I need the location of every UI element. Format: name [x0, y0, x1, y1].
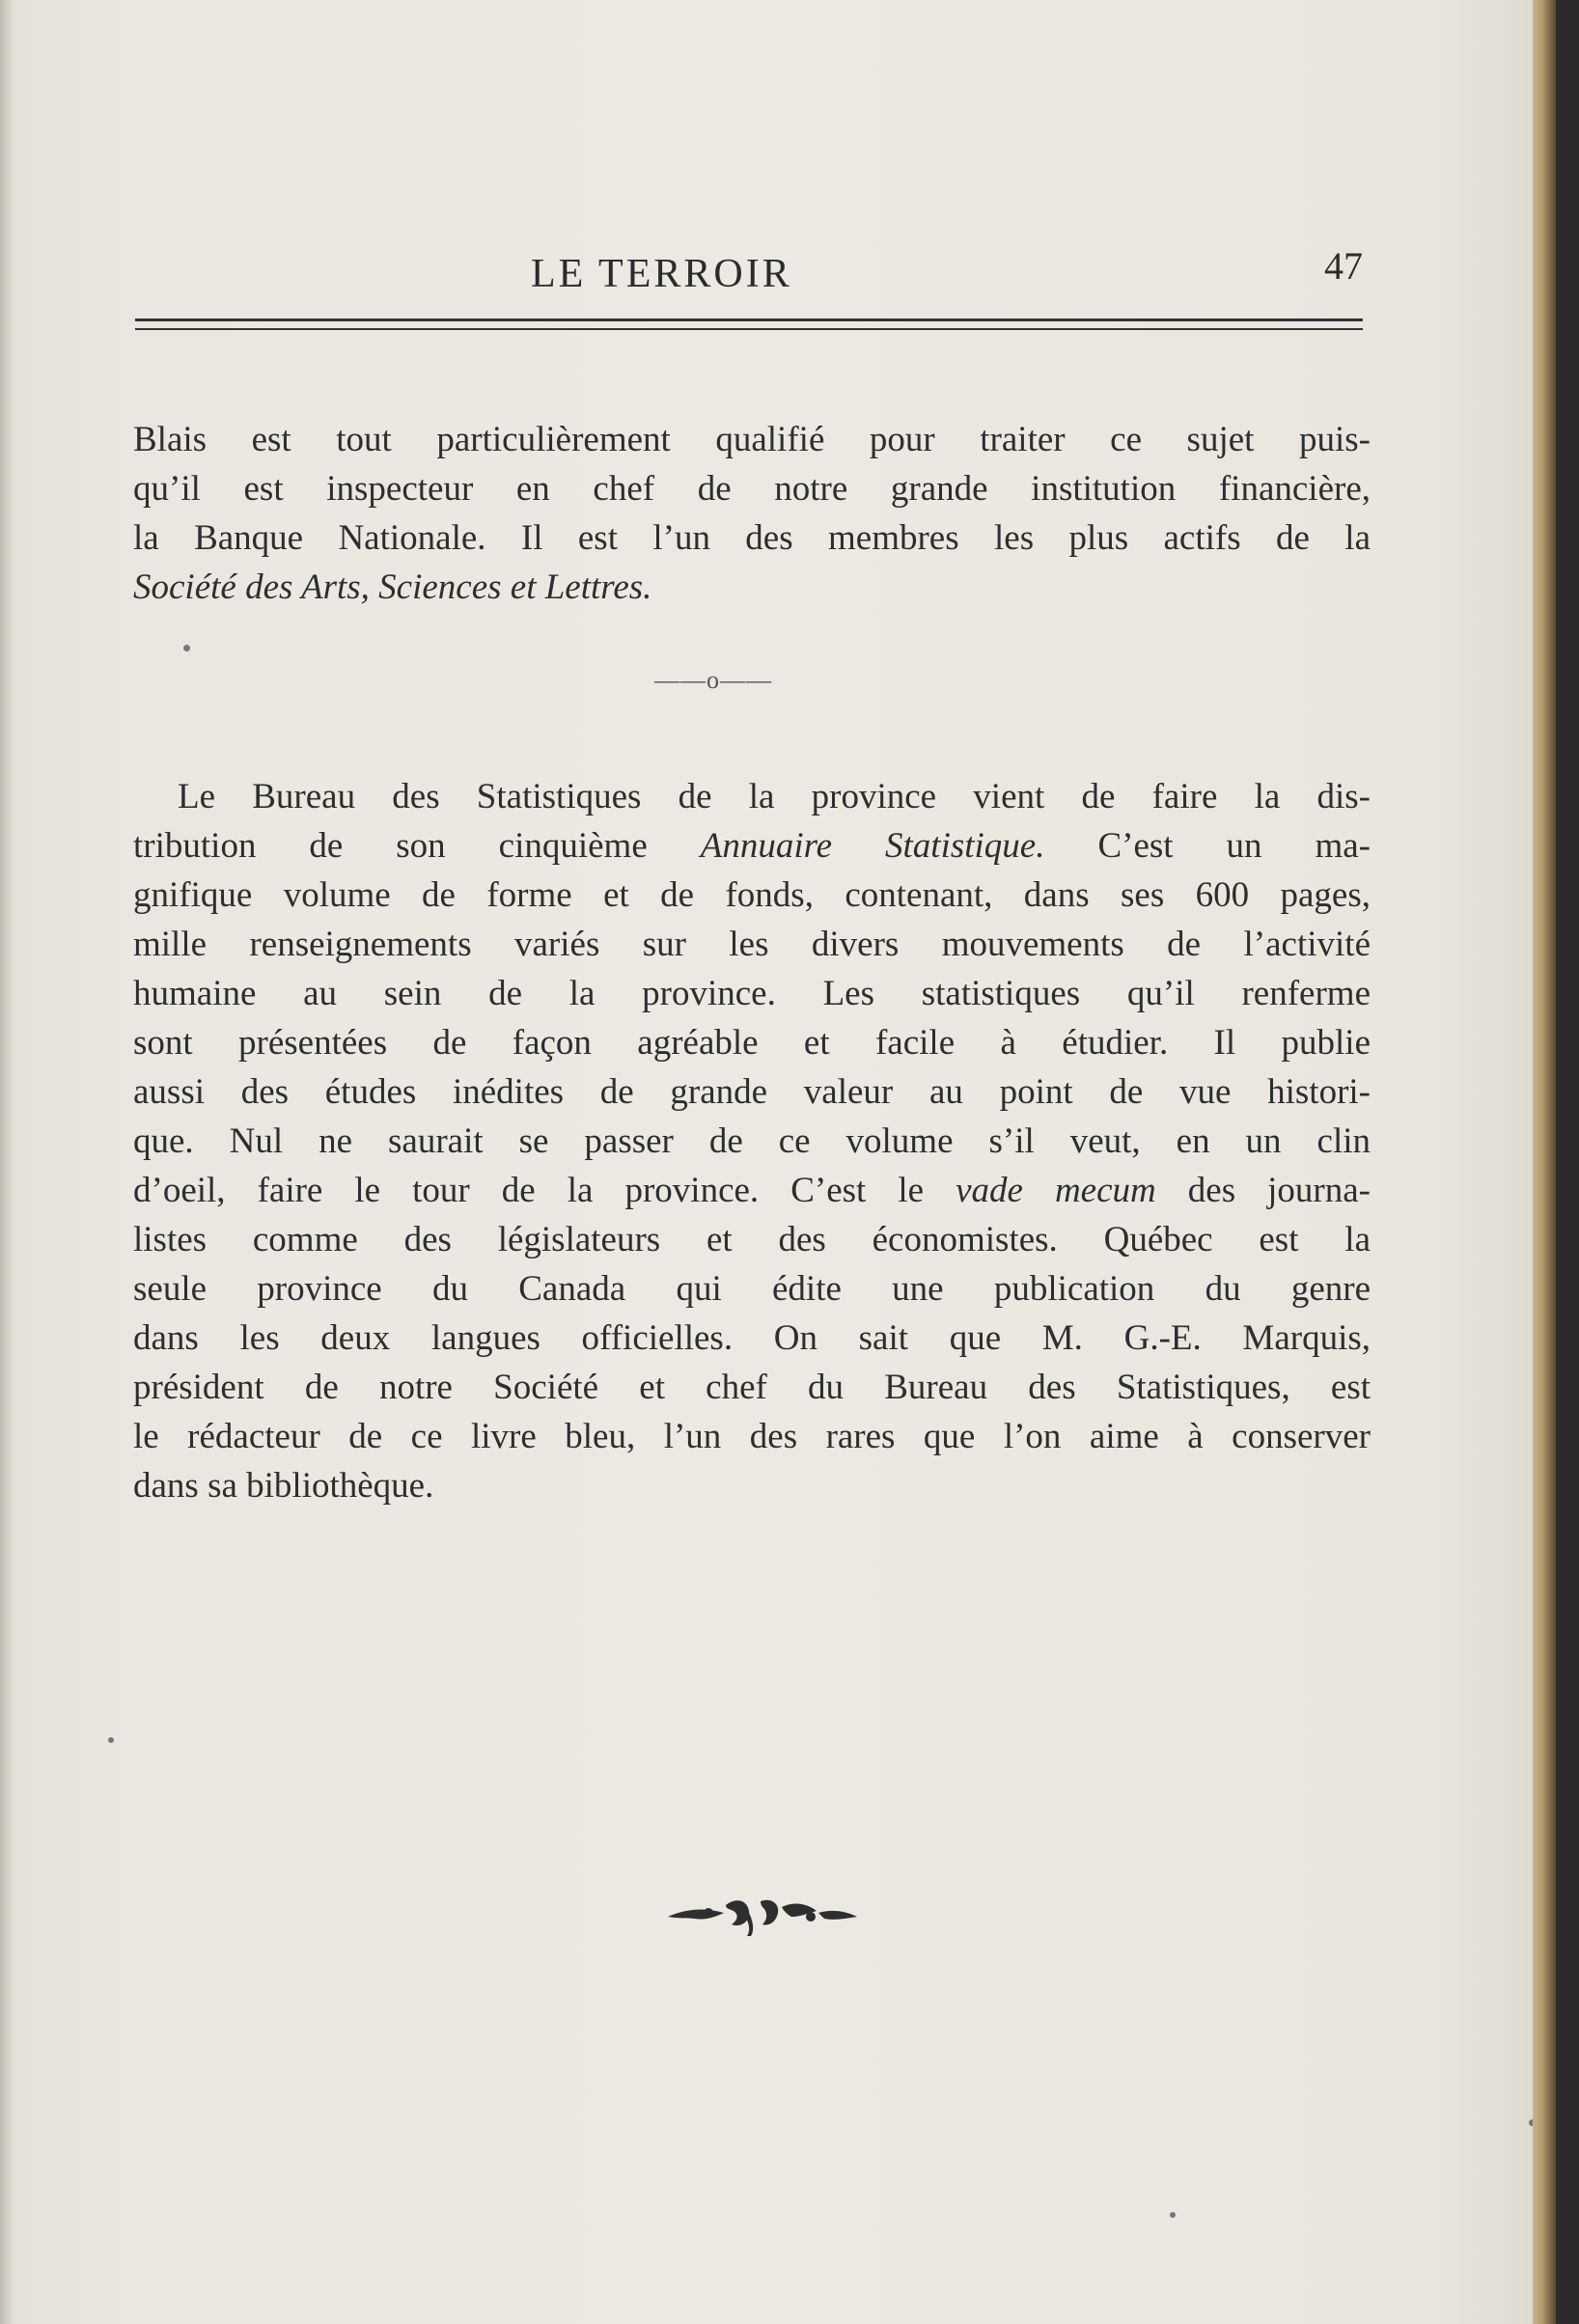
text-line: que. Nul ne saurait se passer de ce volume s’il veut, en un clin — [133, 1121, 1371, 1161]
section-separator: ——o—— — [654, 666, 772, 694]
floral-tailpiece-icon — [666, 1892, 859, 1938]
paragraph-annuaire — [133, 772, 1371, 1510]
text-line: dans les deux langues officielles. On sait que M. G.-E. Marquis, — [133, 1318, 1371, 1358]
page-edge — [1533, 0, 1556, 2324]
text-line: Blais est tout particulièrement qualifié pour traiter ce sujet puis- — [133, 420, 1371, 459]
header-rule-thick — [135, 318, 1363, 321]
page-number: 47 — [1324, 244, 1363, 288]
vade-mecum: vade mecum — [956, 1171, 1156, 1210]
text-line — [133, 1166, 1371, 1215]
running-header — [135, 239, 1363, 297]
paper-speck — [1170, 2212, 1176, 2218]
paper-speck — [108, 1737, 114, 1743]
text-line: gnifique volume de forme et de fonds, contenant, dans ses 600 pages, — [133, 875, 1371, 915]
text-line: humaine au sein de la province. Les statistiques qu’il renferme — [133, 974, 1371, 1013]
text-run: C’est un ma- — [1044, 826, 1371, 866]
header-rule-thin — [135, 328, 1363, 330]
text-line: Le Bureau des Statistiques de la province vient de faire la dis- — [178, 777, 1371, 816]
annuaire-title: Annuaire Statistique. — [700, 826, 1045, 866]
society-name: Société des Arts, Sciences et Lettres. — [133, 567, 652, 607]
text-line-italic — [133, 563, 1371, 612]
text-line: qu’il est inspecteur en chef de notre grande institution financière, — [133, 469, 1371, 509]
text-line: seule province du Canada qui édite une publication du genre — [133, 1269, 1371, 1309]
text-line: président de notre Société et chef du Bureau des Statistiques, est — [133, 1368, 1371, 1407]
text-run: des journa- — [1155, 1171, 1371, 1210]
text-line: aussi des études inédites de grande valeur au point de vue histori- — [133, 1072, 1371, 1112]
text-line: la Banque Nationale. Il est l’un des membres les plus actifs de la — [133, 518, 1371, 558]
page-gutter-shadow — [0, 0, 14, 2324]
text-run: tribution de son cinquième — [133, 826, 701, 866]
paragraph-blais — [133, 415, 1371, 612]
text-line: le rédacteur de ce livre bleu, l’un des rares que l’on aime à conserver — [133, 1417, 1371, 1456]
text-line: sont présentées de façon agréable et facile à étudier. Il publie — [133, 1023, 1371, 1063]
text-line: dans sa bibliothèque. — [133, 1466, 434, 1506]
text-line: mille renseignements variés sur les divers mouvements de l’activité — [133, 925, 1371, 964]
text-run: d’oeil, faire le tour de la province. C’est le — [133, 1171, 956, 1210]
paper-speck — [183, 645, 190, 651]
text-line: listes comme des législateurs et des économistes. Québec est la — [133, 1220, 1371, 1259]
running-title: LE TERROIR — [531, 252, 792, 296]
text-line — [133, 821, 1371, 871]
